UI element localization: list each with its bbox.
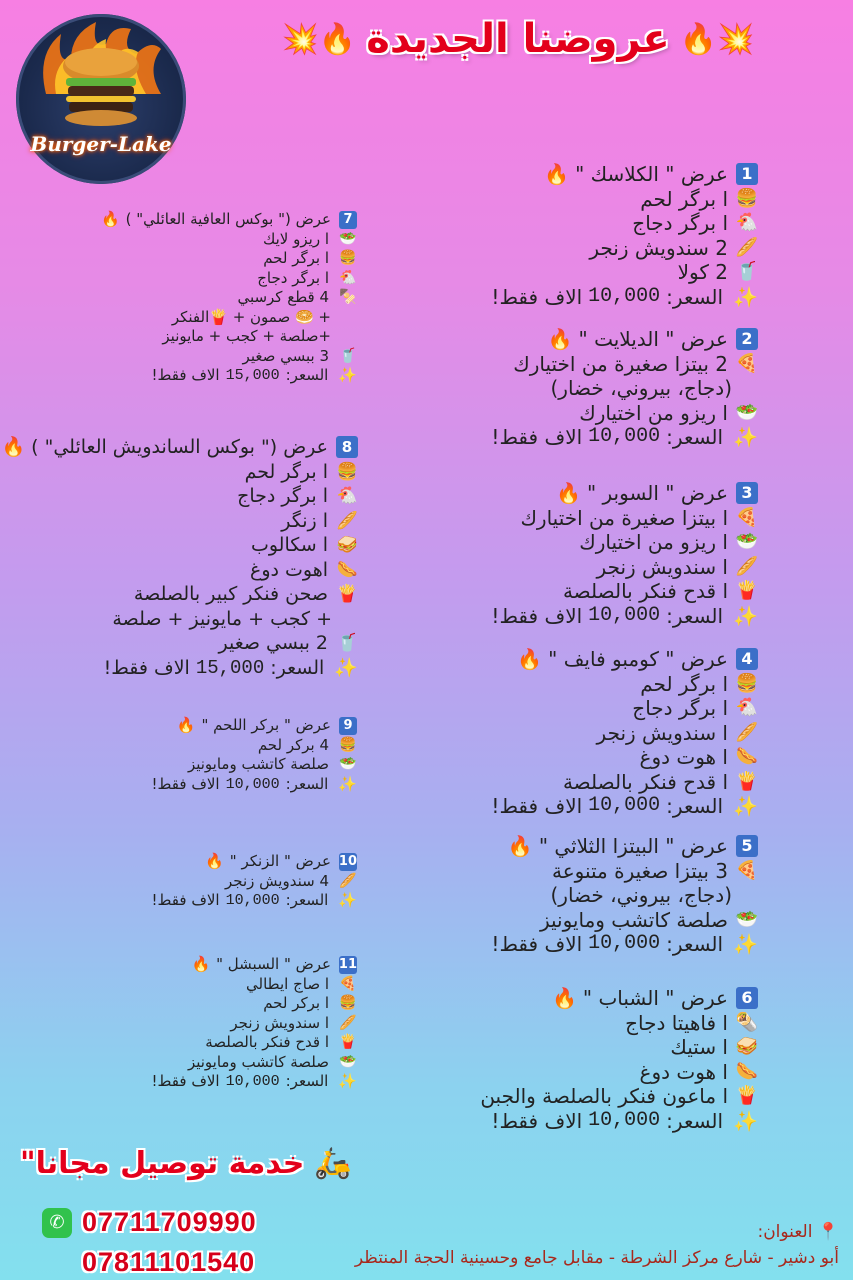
offer-item <box>491 352 758 377</box>
offer-item-text: ا برگر دجاج <box>632 211 728 235</box>
food-icon: 🥗 <box>735 401 758 423</box>
offer-item-text: 3 بيتزا صغيرة متنوعة <box>552 858 728 883</box>
food-icon: 🥗 <box>339 230 357 247</box>
food-icon: 🍟 <box>735 1085 758 1106</box>
offer-item-text: +صلصة + كجب + مايونيز <box>162 327 331 345</box>
sparkles-icon: ✨ <box>733 284 758 309</box>
offer-name: عرض " السبشل " <box>216 955 331 973</box>
offer-price <box>491 932 758 957</box>
offer-item-text: ا هوت دوغ <box>639 1059 728 1084</box>
offer-item-text: ا قدح فنكر بالصلصة <box>562 769 728 794</box>
offer-price <box>1 656 358 681</box>
offer-item <box>152 1033 357 1053</box>
price-value: 10,000 <box>588 603 661 627</box>
offer-item-text: 4 سندويش زنجر <box>225 871 329 890</box>
fire-icon: 🔥 <box>517 647 543 671</box>
offer-name: عرض (" بوكس العافية العائلي" ) <box>125 210 331 228</box>
offer-item <box>101 308 357 328</box>
offer-item-text: ا قدح فنكر بالصلصة <box>562 579 728 603</box>
offer-price <box>491 604 758 629</box>
offer-item <box>491 211 758 236</box>
offer-item <box>101 288 357 308</box>
offer-name: عرض " بركر اللحم " <box>201 716 331 734</box>
price-value: 10,000 <box>588 284 661 308</box>
offer-item <box>491 672 758 697</box>
fire-icon: 🔥 <box>547 327 573 351</box>
food-icon: 🍕 <box>735 506 758 528</box>
food-icon: 🍟 <box>339 1034 357 1050</box>
address-label: العنوان: <box>757 1222 813 1242</box>
offer-number-badge: 10 <box>338 853 357 869</box>
food-icon: 🍔 <box>339 736 357 753</box>
food-icon: 🥤 <box>735 261 758 282</box>
price-label: السعر: <box>666 1108 724 1133</box>
address-text: أبو دشير - شارع مركز الشرطة - مقابل جامع وحسينية الحجة المنتظر <box>354 1248 839 1268</box>
offer-item <box>480 1084 758 1109</box>
food-icon: 🥤 <box>339 347 357 364</box>
price-suffix: الاف فقط! <box>491 284 583 309</box>
offer-item <box>491 859 758 884</box>
offer-item-text: ا برگر دجاج <box>257 268 329 287</box>
offer-item-text: + كجب + مايونيز + صلصة <box>112 607 332 630</box>
offer-heading <box>491 162 758 187</box>
offer-item <box>491 530 758 555</box>
location-pin-icon: 📍 <box>817 1222 839 1242</box>
offer-item <box>1 533 358 558</box>
price-label: السعر: <box>285 366 329 384</box>
offer-item <box>101 269 357 289</box>
offer-number-badge: 2 <box>736 328 758 350</box>
food-icon: 🍢 <box>339 289 357 305</box>
offer-number-badge: 5 <box>736 835 758 857</box>
sparkles-icon: ✨ <box>733 603 758 628</box>
sparkles-icon: ✨ <box>334 656 358 679</box>
offer-name: عرض (" بوكس الساندويش العائلي" ) <box>31 436 328 458</box>
offer-item <box>152 1053 357 1073</box>
fire-icon: 🔥 <box>100 210 120 228</box>
offer-item-text: 2 كولا <box>677 260 728 284</box>
offer-item-text: ا صاج ايطالي <box>246 974 329 993</box>
fire-icon: 🔥 <box>552 986 577 1010</box>
fire-icon: 🔥 <box>191 955 211 973</box>
offer-item <box>1 558 358 583</box>
offer-heading <box>491 834 758 859</box>
offer-price <box>152 775 357 795</box>
food-icon: 🍔 <box>735 187 758 209</box>
food-icon: 🐔 <box>336 486 358 506</box>
offer-item <box>152 872 357 892</box>
offer-price <box>491 285 758 310</box>
offer-name: عرض " الديلايت " <box>578 327 728 351</box>
offer-item-text: صلصة كاتشب ومايونيز <box>539 907 728 932</box>
offer-heading <box>491 481 758 506</box>
food-icon: 🥖 <box>735 555 758 577</box>
food-icon: 🍟 <box>735 580 758 601</box>
offer-name: عرض " الكلاسك " <box>575 162 728 186</box>
offer-item <box>152 975 357 995</box>
offer-item-text: ا برگر دجاج <box>632 696 728 720</box>
price-suffix: الاف فقط! <box>491 1108 583 1133</box>
offer-item-text: 2 ببسي صغير <box>218 632 328 654</box>
offer-item <box>491 401 758 426</box>
free-delivery-banner <box>20 1146 352 1181</box>
offer-item-text: (دجاج، بيروني، خضار) <box>550 376 732 400</box>
sparkles-icon: ✨ <box>733 1108 758 1133</box>
sparkles-icon: ✨ <box>733 932 758 956</box>
offer-price <box>491 425 758 450</box>
price-label: السعر: <box>285 1072 329 1090</box>
address-block <box>355 1222 839 1268</box>
food-icon: 🍕 <box>735 859 758 881</box>
offer-item-text: صلصة كاتشب ومايونيز <box>187 1052 329 1071</box>
title-text: عروضنا الجديدة <box>366 16 670 62</box>
fire-icon: 🔥 <box>544 162 570 186</box>
offer-name: عرض " كومبو فايف " <box>548 647 728 671</box>
offer-item <box>152 755 357 775</box>
food-icon: 🍟 <box>735 770 758 792</box>
offer-number-badge: 7 <box>339 211 357 229</box>
sparkles-icon: ✨ <box>338 1072 357 1090</box>
offer-heading <box>152 716 357 736</box>
offer-heading <box>152 955 357 975</box>
offer-item-text: ا زنگر <box>281 509 328 532</box>
whatsapp-icon[interactable]: ✆ <box>42 1208 72 1238</box>
price-value: 15,000 <box>195 656 265 679</box>
offer-item-text: ا برگر دجاج <box>237 485 328 507</box>
offer-item-text: ا سندويش زنجر <box>596 554 728 579</box>
food-icon: 🥤 <box>336 633 358 653</box>
price-value: 15,000 <box>225 367 280 384</box>
price-suffix: الاف فقط! <box>151 1072 220 1090</box>
offer-heading <box>491 327 758 352</box>
offer-name: عرض " الشباب " <box>582 986 728 1010</box>
offer-number-badge: 8 <box>336 436 358 458</box>
price-suffix: الاف فقط! <box>491 794 583 818</box>
offer-item-text: ا برگر لحم <box>244 460 328 483</box>
phone-number-1[interactable]: 07711709990 <box>82 1207 257 1237</box>
offer-item <box>491 883 758 908</box>
scooter-icon: 🛵 <box>314 1146 352 1181</box>
offer-price <box>101 366 357 386</box>
offer-price <box>480 1109 758 1134</box>
offer-8 <box>1 435 358 680</box>
price-suffix: الاف فقط! <box>491 932 583 956</box>
burger-icon <box>16 14 186 184</box>
price-label: السعر: <box>270 656 325 679</box>
offer-item <box>491 260 758 285</box>
offer-name: عرض " السوبر " <box>586 481 728 505</box>
food-icon: 🌭 <box>735 746 758 767</box>
sparkles-icon: ✨ <box>338 891 357 909</box>
offer-item <box>480 1035 758 1060</box>
offer-item <box>152 1014 357 1034</box>
offer-item-text: ا سندويش زنجر <box>596 720 728 745</box>
offer-item <box>1 460 358 485</box>
offer-7 <box>101 210 357 386</box>
price-suffix: الاف فقط! <box>491 603 583 628</box>
offer-item-text: ا هوت دوغ <box>639 745 728 769</box>
offer-name: عرض " الزنكر " <box>229 852 331 870</box>
offer-item <box>101 230 357 250</box>
food-icon: 🍔 <box>336 461 358 482</box>
price-label: السعر: <box>666 603 724 628</box>
sparkles-icon: ✨ <box>733 794 758 818</box>
offer-heading <box>101 210 357 230</box>
food-icon: 🍔 <box>339 250 357 266</box>
offer-price <box>152 891 357 911</box>
offer-item <box>1 484 358 509</box>
offer-item-text: + 🥯 صمون + 🍟الفنكر <box>171 307 331 326</box>
fire-icon: 🔥 <box>1 436 26 458</box>
offer-item-text: ا ماعون فنكر بالصلصة والجبن <box>480 1084 728 1108</box>
offer-2 <box>491 327 758 450</box>
offer-item-text: ا قدح فنكر بالصلصة <box>205 1033 329 1051</box>
offer-item-text: ا برگر لحم <box>640 186 728 211</box>
offer-heading <box>1 435 358 460</box>
offer-5 <box>491 834 758 957</box>
price-suffix: الاف فقط! <box>103 656 190 679</box>
price-suffix: الاف فقط! <box>491 425 583 449</box>
offer-item <box>491 506 758 531</box>
offer-item <box>1 509 358 534</box>
offer-item <box>491 721 758 746</box>
phone-number-2[interactable]: 07811101540 <box>82 1247 256 1277</box>
price-value: 10,000 <box>588 794 661 817</box>
food-icon: 🥗 <box>339 756 357 772</box>
offer-item <box>491 770 758 795</box>
food-icon: 🍔 <box>339 995 357 1011</box>
food-icon: 🥖 <box>735 236 758 258</box>
offer-number-badge: 3 <box>736 482 758 504</box>
food-icon: 🥪 <box>735 1036 758 1057</box>
price-value: 10,000 <box>588 932 661 955</box>
food-icon: 🥗 <box>339 1053 357 1070</box>
price-value: 10,000 <box>588 425 661 448</box>
food-icon: 🍕 <box>735 352 758 374</box>
fire-explosion-icon: 💥🔥 <box>679 21 755 57</box>
price-value: 10,000 <box>225 775 280 793</box>
fire-icon: 🔥 <box>556 481 581 505</box>
offer-item-text: ا سندويش زنجر <box>230 1013 329 1032</box>
price-value: 10,000 <box>225 1073 280 1090</box>
price-value: 10,000 <box>588 1108 661 1132</box>
offer-item-text: ا فاهيتا دجاج <box>625 1010 728 1035</box>
explosion-fire-icon: 🔥💥 <box>281 21 357 57</box>
price-label: السعر: <box>666 284 724 309</box>
offer-number-badge: 11 <box>338 956 357 972</box>
food-icon: 🍟 <box>336 584 358 604</box>
offer-heading <box>152 852 357 872</box>
offer-3 <box>491 481 758 628</box>
offer-item-text: 2 بيتزا صغيرة من اختيارك <box>513 351 728 376</box>
food-icon: 🐔 <box>735 212 758 233</box>
offer-item-text: ا ستيك <box>670 1035 728 1059</box>
food-icon: 🌭 <box>735 1060 758 1082</box>
sparkles-icon: ✨ <box>338 366 357 384</box>
offer-item-text: ا بيتزا صغيرة من اختيارك <box>520 505 728 530</box>
food-icon: 🐔 <box>735 697 758 718</box>
offer-item-text: صحن فنكر كبير بالصلصة <box>133 583 328 605</box>
food-icon: 🥗 <box>735 908 758 930</box>
offer-number-badge: 6 <box>736 987 758 1009</box>
offer-item-text: ا ريزو من اختيارك <box>579 530 728 554</box>
offer-item-text: 3 ببسي صغير <box>242 346 329 365</box>
food-icon: 🍔 <box>735 672 758 694</box>
offer-item <box>152 994 357 1014</box>
food-icon: 🥖 <box>339 1014 357 1031</box>
offer-1 <box>491 162 758 309</box>
offer-item <box>491 376 758 401</box>
offer-item <box>101 327 357 347</box>
fire-icon: 🔥 <box>176 716 196 734</box>
offer-item <box>101 347 357 367</box>
price-suffix: الاف فقط! <box>151 891 220 909</box>
offer-11 <box>152 955 357 1092</box>
food-icon: 🥖 <box>735 721 758 743</box>
fire-icon: 🔥 <box>205 852 224 870</box>
price-suffix: الاف فقط! <box>151 774 220 793</box>
sparkles-icon: ✨ <box>338 774 357 793</box>
offer-10 <box>152 852 357 911</box>
food-icon: 🌯 <box>735 1011 758 1033</box>
offer-item-text: 4 قطع كرسبي <box>237 288 329 306</box>
offer-item-text: 4 بركر لحم <box>257 735 329 754</box>
offer-item-text: ا سكالوب <box>250 534 328 556</box>
food-icon: 🐔 <box>339 269 357 286</box>
restaurant-logo <box>16 14 186 184</box>
offer-item-text: (دجاج، بيروني، خضار) <box>550 883 732 907</box>
food-icon: 🥗 <box>735 531 758 552</box>
offer-item <box>491 236 758 261</box>
food-icon: 🥖 <box>336 510 358 531</box>
offer-item <box>480 1011 758 1036</box>
offer-item <box>491 908 758 933</box>
brand-name: Burger-Lake <box>30 132 172 156</box>
offer-item <box>1 631 358 656</box>
offer-item-text: ا بركر لحم <box>263 994 329 1012</box>
offer-item <box>491 555 758 580</box>
fire-icon: 🔥 <box>507 834 533 858</box>
delivery-text: خدمة توصيل مجانا" <box>20 1146 305 1181</box>
offer-item-text: ا برگر لحم <box>263 249 329 267</box>
offer-item <box>491 745 758 770</box>
price-label: السعر: <box>285 891 329 909</box>
offer-item <box>101 249 357 269</box>
offer-item <box>491 579 758 604</box>
food-icon: 🌭 <box>336 559 358 580</box>
offer-number-badge: 4 <box>736 648 758 670</box>
offer-item-text: ا برگر لحم <box>640 671 728 696</box>
food-icon: 🥖 <box>339 872 357 889</box>
offer-price <box>491 794 758 819</box>
offer-item <box>1 582 358 607</box>
offer-item <box>1 607 358 632</box>
sparkles-icon: ✨ <box>733 425 758 449</box>
price-label: السعر: <box>666 932 724 956</box>
page-title <box>268 12 768 66</box>
offer-heading <box>491 647 758 672</box>
price-suffix: الاف فقط! <box>151 366 220 384</box>
price-label: السعر: <box>285 774 329 793</box>
offer-item <box>152 736 357 756</box>
offer-6 <box>480 986 758 1133</box>
offer-price <box>152 1072 357 1092</box>
price-label: السعر: <box>666 425 724 449</box>
food-icon: 🍕 <box>339 975 357 992</box>
offer-item <box>491 187 758 212</box>
offer-number-badge: 1 <box>736 163 758 185</box>
price-label: السعر: <box>666 794 724 818</box>
offer-number-badge: 9 <box>339 717 357 735</box>
offer-heading <box>480 986 758 1011</box>
offer-name: عرض " البيتزا الثلاثي " <box>538 834 728 858</box>
price-value: 10,000 <box>225 892 280 909</box>
offer-item-text: ا ريزو من اختيارك <box>579 400 728 425</box>
offer-item <box>491 696 758 721</box>
offer-4 <box>491 647 758 819</box>
offer-9 <box>152 716 357 794</box>
offer-item-text: اهوت دوغ <box>249 558 328 581</box>
offer-item-text: صلصة كاتشب ومايونيز <box>187 755 329 773</box>
offer-item-text: 2 سندويش زنجر <box>589 235 728 260</box>
offer-item <box>480 1060 758 1085</box>
food-icon: 🥪 <box>336 535 358 555</box>
offer-item-text: ا ريزو لايك <box>262 229 329 248</box>
